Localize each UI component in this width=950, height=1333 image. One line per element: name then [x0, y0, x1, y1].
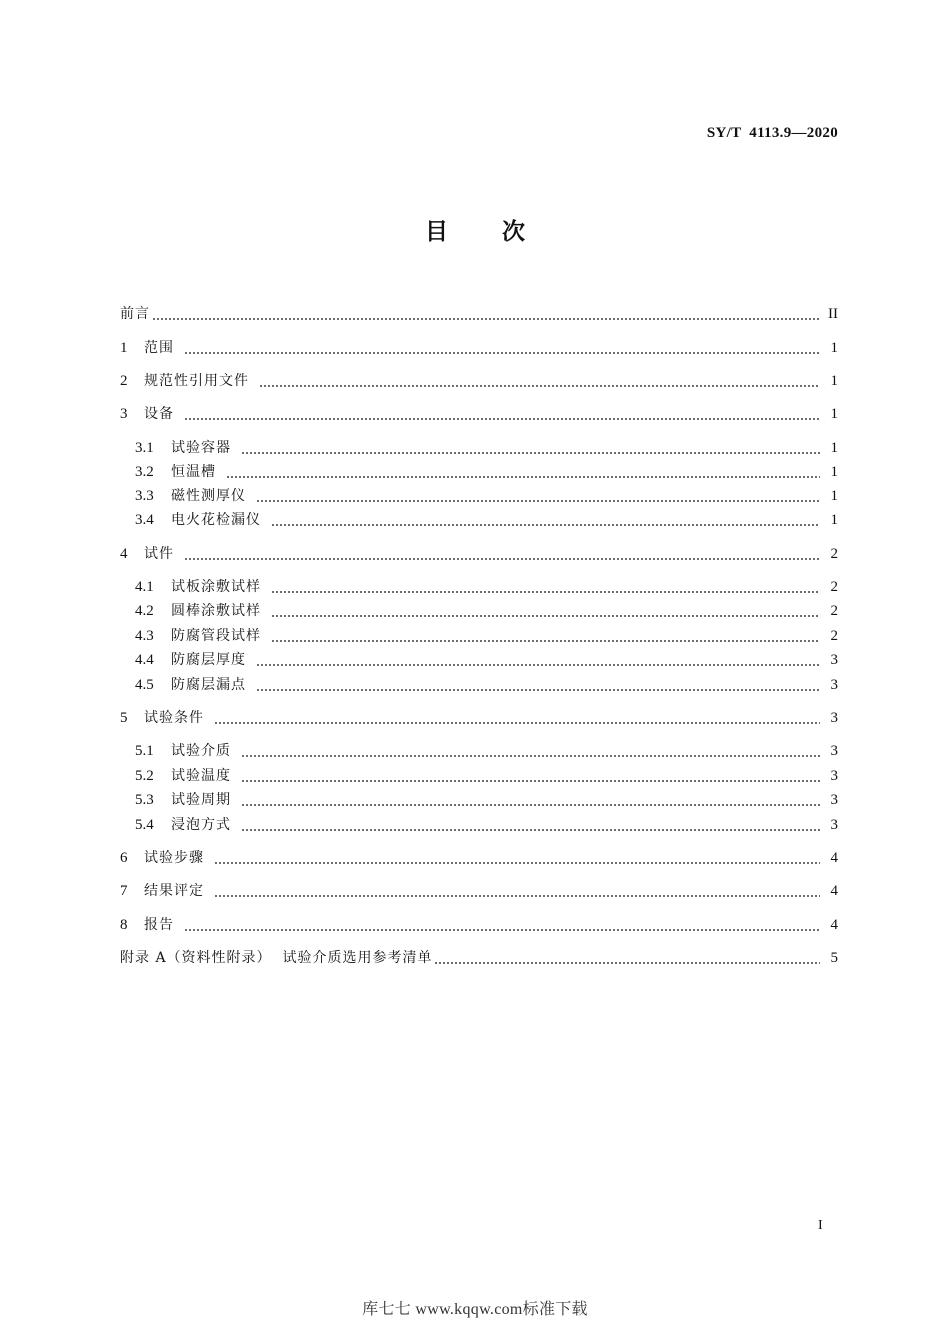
toc-dot-leader [241, 815, 820, 835]
toc-entry-number: 8 [120, 917, 128, 933]
toc-entry-number: 3.3 [135, 488, 154, 504]
toc-entry-page: 1 [830, 488, 838, 504]
toc-entry-page: 1 [830, 440, 838, 456]
toc-dot-leader [256, 650, 820, 670]
toc-entry[interactable] [135, 462, 838, 482]
toc-dot-leader [184, 915, 820, 935]
toc-dot-leader [259, 371, 820, 391]
toc-dot-leader [184, 404, 820, 424]
toc-dot-leader [241, 790, 820, 810]
toc-entry-label: 规范性引用文件 [144, 373, 249, 389]
toc-entry[interactable] [135, 741, 838, 761]
toc-entry-number: 2 [120, 373, 128, 389]
toc-entry-page: 1 [830, 373, 838, 389]
toc-entry-number: 5.2 [135, 768, 154, 784]
standard-code: SY/T 4113.9—2020 [706, 125, 838, 141]
toc-entry-number: 5.4 [135, 817, 154, 833]
toc-entry-page: 4 [830, 883, 838, 899]
toc-entry[interactable] [120, 915, 838, 935]
toc-entry-page: 2 [830, 546, 838, 562]
toc-entry-page: 2 [830, 628, 838, 644]
toc-entry[interactable] [120, 404, 838, 424]
toc-entry[interactable] [120, 708, 838, 728]
toc-entry-number: 3.2 [135, 464, 154, 480]
toc-entry-number: 3.1 [135, 440, 154, 456]
toc-dot-leader [271, 601, 820, 621]
toc-entry-number: 4.1 [135, 579, 154, 595]
toc-entry-label: 试件 [144, 546, 174, 562]
toc-entry-number: 6 [120, 850, 128, 866]
toc-entry-label: 圆棒涂敷试样 [171, 603, 261, 619]
toc-entry-number: 4.5 [135, 677, 154, 693]
toc-dot-leader [256, 486, 820, 506]
toc-entry[interactable] [135, 815, 838, 835]
toc-entry[interactable] [135, 790, 838, 810]
toc-entry[interactable] [120, 371, 838, 391]
toc-entry-label: 试验条件 [144, 710, 204, 726]
toc-entry-number: 5 [120, 710, 128, 726]
download-watermark: 库七七 www.kqqw.com标准下载 [362, 1301, 588, 1318]
toc-entry-number: 4.3 [135, 628, 154, 644]
toc-entry-page: 5 [830, 950, 838, 966]
toc-entry-page: 3 [830, 652, 838, 668]
toc-entry-number: 3.4 [135, 512, 154, 528]
toc-entry-page: 4 [830, 917, 838, 933]
toc-dot-leader [226, 462, 820, 482]
toc-entry[interactable] [135, 675, 838, 695]
toc-entry-label: 防腐管段试样 [171, 628, 261, 644]
toc-entry-number: 4.4 [135, 652, 154, 668]
toc-entry-page: 4 [830, 850, 838, 866]
title-char-2: 次 [502, 219, 525, 245]
toc-entry-label: 试验温度 [171, 768, 231, 784]
toc-entry-number: 4 [120, 546, 128, 562]
toc-entry-page: 3 [830, 817, 838, 833]
toc-entry-page: 3 [830, 677, 838, 693]
toc-entry-label: 恒温槽 [171, 464, 216, 480]
toc-entry-label: 浸泡方式 [171, 817, 231, 833]
toc-entry-label: 防腐层漏点 [171, 677, 246, 693]
toc-entry-label: 防腐层厚度 [171, 652, 246, 668]
toc-dot-leader [256, 675, 820, 695]
toc-entry-page: 3 [830, 768, 838, 784]
toc-entry-page: 3 [830, 710, 838, 726]
toc-entry-number: 7 [120, 883, 128, 899]
toc-dot-leader [214, 848, 820, 868]
toc-entry-label: 前言 [120, 306, 150, 322]
toc-dot-leader [434, 948, 820, 968]
toc-entry-label: 结果评定 [144, 883, 204, 899]
toc-entry-label: 磁性测厚仪 [171, 488, 246, 504]
toc-entry[interactable] [120, 881, 838, 901]
toc-dot-leader [241, 766, 820, 786]
toc-entry-page: 3 [830, 743, 838, 759]
toc-entry-page: 1 [830, 512, 838, 528]
title-char-1: 目 [425, 219, 448, 245]
toc-entry-number: 4.2 [135, 603, 154, 619]
toc-entry[interactable] [120, 338, 838, 358]
toc-entry[interactable] [120, 304, 838, 324]
toc-dot-leader [214, 881, 820, 901]
toc-entry-label: 试验介质 [171, 743, 231, 759]
toc-dot-leader [184, 544, 820, 564]
toc-entry-label: 范围 [144, 340, 174, 356]
toc-entry[interactable] [135, 486, 838, 506]
toc-entry-page: 2 [830, 603, 838, 619]
toc-entry[interactable] [120, 948, 838, 968]
toc-entry[interactable] [135, 601, 838, 621]
toc-dot-leader [214, 708, 820, 728]
toc-dot-leader [152, 304, 820, 324]
page-number: I [818, 1218, 823, 1233]
toc-entry[interactable] [135, 577, 838, 597]
toc-entry[interactable] [120, 848, 838, 868]
toc-entry-label: 试验周期 [171, 792, 231, 808]
toc-entry[interactable] [135, 650, 838, 670]
toc-dot-leader [271, 626, 820, 646]
toc-entry-label: 试验容器 [171, 440, 231, 456]
toc-entry-page: II [828, 306, 838, 322]
toc-entry-number: 3 [120, 406, 128, 422]
toc-entry-page: 3 [830, 792, 838, 808]
toc-entry[interactable] [135, 510, 838, 530]
toc-entry[interactable] [135, 438, 838, 458]
toc-entry-page: 2 [830, 579, 838, 595]
toc-entry-page: 1 [830, 464, 838, 480]
toc-dot-leader [271, 510, 820, 530]
toc-entry-number: 5.1 [135, 743, 154, 759]
toc-entry-label: 附录 A（资料性附录） 试验介质选用参考清单 [120, 950, 433, 966]
toc-entry[interactable] [120, 544, 838, 564]
toc-dot-leader [271, 577, 820, 597]
toc-dot-leader [241, 741, 820, 761]
toc-dot-leader [184, 338, 820, 358]
toc-entry-page: 1 [830, 406, 838, 422]
toc-entry-number: 1 [120, 340, 128, 356]
toc-entry-label: 设备 [144, 406, 174, 422]
toc-entry-number: 5.3 [135, 792, 154, 808]
toc-entry-page: 1 [830, 340, 838, 356]
toc-entry-label: 电火花检漏仪 [171, 512, 261, 528]
toc-dot-leader [241, 438, 820, 458]
toc-entry-label: 试板涂敷试样 [171, 579, 261, 595]
toc-entry[interactable] [135, 626, 838, 646]
toc-entry-label: 报告 [144, 917, 174, 933]
toc-entry-label: 试验步骤 [144, 850, 204, 866]
toc-entry[interactable] [135, 766, 838, 786]
